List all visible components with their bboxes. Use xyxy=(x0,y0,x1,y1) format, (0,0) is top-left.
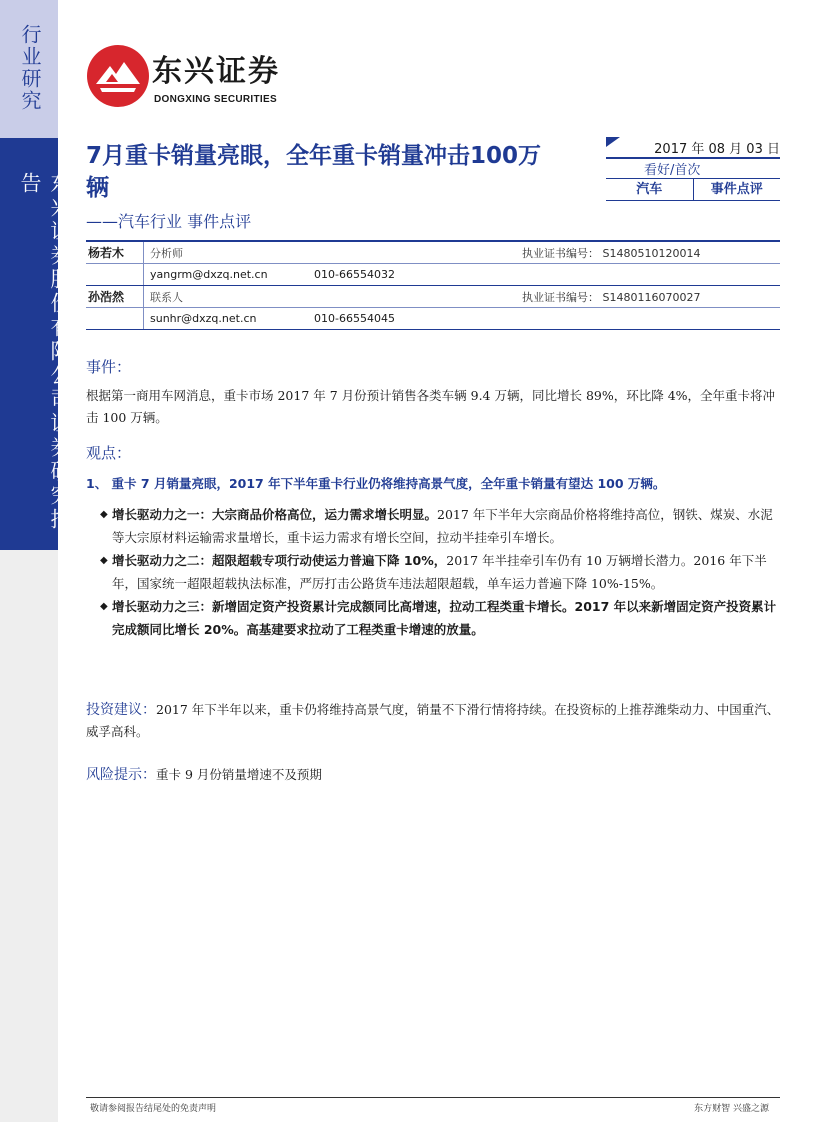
bullet-diamond-icon: ◆ xyxy=(100,509,108,520)
driver-item xyxy=(100,549,780,595)
analyst-row xyxy=(86,242,780,264)
sidebar-filler xyxy=(0,550,58,1122)
views-heading: 观点： xyxy=(86,444,132,462)
event-heading: 事件： xyxy=(86,358,132,376)
sidebar-category-label: 行业研究 xyxy=(18,24,42,112)
report-tags xyxy=(606,179,780,201)
investment-label: 投资建议： xyxy=(86,702,156,718)
analyst-phone: 010-66554045 xyxy=(314,312,395,325)
bullet-diamond-icon: ◆ xyxy=(100,601,108,612)
analyst-cert: 执业证书编号： S1480116070027 xyxy=(522,290,701,304)
report-date: 2017 年 08 月 03 日 xyxy=(654,141,780,157)
footer-slogan: 东方财智 兴盛之源 xyxy=(694,1104,769,1114)
report-rating: 看好/首次 xyxy=(606,159,780,179)
risk-section xyxy=(86,764,780,786)
analyst-cert: 执业证书编号： S1480510120014 xyxy=(522,246,701,260)
driver-text: 2017 年下半年大宗商品价格将维持高位，钢铁、煤炭、水泥等大宗原材料运输需求量增长，重卡运力需求有增长空间，拉动半挂牵引车增长。 xyxy=(112,507,773,545)
event-text: 根据第一商用车网消息，重卡市场 2017 年 7 月份预计销售各类车辆 9.4 万辆，同比增长 89%，环比降 4%，全年重卡将冲击 100 万辆。 xyxy=(86,388,776,425)
tag-type: 事件点评 xyxy=(710,182,763,197)
logo-emblem-icon xyxy=(86,44,150,108)
sidebar-company xyxy=(0,138,72,550)
bullet-diamond-icon: ◆ xyxy=(100,555,108,566)
investment-text: 2017 年下半年以来，重卡仍将维持高景气度，销量不下滑行情将持续。在投资标的上推荐潍柴动力、中国重汽、威孚高科。 xyxy=(86,702,780,739)
investment-section xyxy=(86,699,780,743)
analyst-name: 杨若木 xyxy=(86,242,144,263)
logo-cn-text: 东兴证券 xyxy=(152,54,280,89)
tag-sector: 汽车 xyxy=(606,179,694,200)
logo-en-text: DONGXING SECURITIES xyxy=(154,94,277,105)
driver-bold: 增长驱动力之三：新增固定资产投资累计完成额同比高增速，拉动工程类重卡增长。2017 年以来新增固定资产投资累计完成额同比增长 20%。高基建要求拉动了工程类重卡增速的放量。 xyxy=(112,599,777,637)
risk-text: 重卡 9 月份销量增速不及预期 xyxy=(156,767,322,782)
analyst-role: 分析师 xyxy=(150,246,183,260)
view-point-1: 1、 重卡 7 月销量亮眼，2017 年下半年重卡行业仍将维持高景气度，全年重卡销量有望达 100 万辆。 xyxy=(86,476,666,491)
analyst-name: 孙浩然 xyxy=(86,286,144,307)
sidebar-category xyxy=(0,0,58,138)
company-logo xyxy=(86,42,326,112)
driver-list xyxy=(100,503,780,641)
analyst-contact-row xyxy=(86,308,780,330)
analyst-name-spacer xyxy=(86,308,144,329)
footer-divider xyxy=(86,1097,780,1098)
analyst-name-spacer xyxy=(86,264,144,285)
report-title: 7月重卡销量亮眼，全年重卡销量冲击100万辆 xyxy=(86,143,542,201)
analyst-row xyxy=(86,286,780,308)
driver-text: 2017 年半挂牵引车仍有 10 万辆增长潜力。2016 年下半年，国家统一超限超载执法标准，严厉打击公路货车违法超限超载，单车运力普遍下降 10%-15%。 xyxy=(112,553,767,591)
driver-item xyxy=(100,503,780,549)
report-subtitle: ——汽车行业 事件点评 xyxy=(86,212,252,231)
analyst-contact-row xyxy=(86,264,780,286)
analyst-email[interactable]: yangrm@dxzq.net.cn xyxy=(150,268,268,281)
driver-bold: 增长驱动力之一：大宗商品价格高位，运力需求增长明显。 xyxy=(112,507,438,522)
driver-item xyxy=(100,595,780,641)
analyst-email[interactable]: sunhr@dxzq.net.cn xyxy=(150,312,257,325)
risk-label: 风险提示： xyxy=(86,767,156,783)
footer-disclaimer: 敬请参阅报告结尾处的免责声明 xyxy=(90,1104,217,1114)
analyst-table xyxy=(86,240,780,330)
sidebar-company-label: 东兴证券股份有限公司证券研究报告 xyxy=(18,172,72,532)
report-date-row xyxy=(606,137,780,159)
analyst-role: 联系人 xyxy=(150,290,183,304)
driver-bold: 增长驱动力之二：超限超载专项行动使运力普遍下降 10%， xyxy=(112,553,447,568)
report-meta-box xyxy=(606,137,780,201)
analyst-phone: 010-66554032 xyxy=(314,268,395,281)
